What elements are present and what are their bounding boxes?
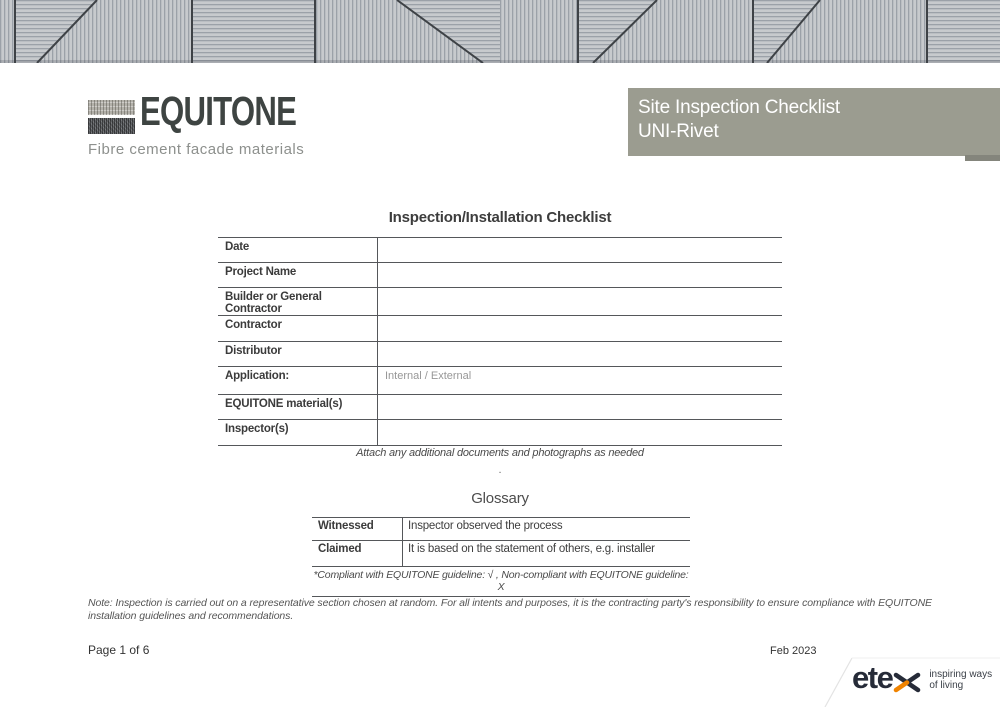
table-row: [312, 517, 690, 540]
table-row: [312, 540, 690, 566]
separator-dot: .: [498, 464, 502, 476]
table-row: [218, 287, 782, 315]
checklist-table: [218, 237, 782, 446]
logo-block-dark: [88, 118, 135, 134]
row-value-cell: [378, 395, 782, 419]
attachments-note: Attach any additional documents and photographs as needed: [356, 447, 644, 459]
glossary-definition: It is based on the statement of others, e.g. installer: [408, 543, 655, 555]
title-box-accent-tab: [965, 155, 1000, 161]
glossary-heading: Glossary: [471, 490, 529, 507]
table-row: [218, 341, 782, 366]
brand-tagline: Fibre cement facade materials: [88, 141, 305, 158]
row-label: Project Name: [218, 263, 378, 287]
etex-logo: [852, 660, 993, 695]
row-value-cell: [378, 342, 782, 366]
table-row: [218, 419, 782, 445]
facade-pattern: [0, 0, 1000, 63]
glossary-definition: Inspector observed the process: [408, 520, 563, 532]
row-label: Distributor: [218, 342, 378, 366]
page-number: Page 1 of 6: [88, 643, 150, 657]
equitone-logo-blocks-icon: [88, 100, 135, 134]
etex-tagline-line2: of living: [929, 680, 964, 691]
table-row: [218, 315, 782, 341]
table-row: [218, 262, 782, 287]
table-row: [218, 237, 782, 262]
row-label: Application:: [218, 367, 378, 394]
row-value-cell: [378, 288, 782, 315]
checklist-heading: Inspection/Installation Checklist: [388, 209, 612, 226]
row-label: Contractor: [218, 316, 378, 341]
document-title-box: [628, 88, 1000, 156]
row-label: EQUITONE material(s): [218, 395, 378, 419]
row-label: Builder or General Contractor: [218, 288, 378, 315]
logo-block-light: [88, 100, 135, 115]
document-date: Feb 2023: [770, 645, 817, 657]
brand-wordmark: EQUITONE: [140, 88, 297, 134]
glossary-table: [312, 517, 690, 597]
compliance-legend: *Compliant with EQUITONE guideline: √ , Non-compliant with EQUITONE guideline: X: [312, 566, 690, 596]
glossary-term: Claimed: [312, 541, 403, 566]
row-value-cell: Internal / External: [385, 370, 472, 382]
document-title-line1: Site Inspection Checklist: [638, 97, 840, 118]
table-row: [218, 366, 782, 394]
etex-tagline-line1: inspiring ways: [929, 669, 993, 680]
row-value-cell: [378, 420, 782, 445]
row-label: Date: [218, 238, 378, 262]
table-row: [218, 394, 782, 419]
document-title-line2: UNI-Rivet: [638, 121, 719, 142]
etex-tagline: [929, 669, 992, 691]
row-value-cell: [378, 316, 782, 341]
row-value-cell: [378, 263, 782, 287]
disclaimer-note: Note: Inspection is carried out on a representative section chosen at random. For all intents and purposes, it is the contracting party's responsibility to ensure compliance with EQUITONE installation guidelines and recommendations.: [88, 597, 932, 622]
glossary-term: Witnessed: [312, 518, 403, 540]
row-label: Inspector(s): [218, 420, 378, 445]
etex-wordmark: ete: [852, 660, 893, 695]
facade-banner-image: [0, 0, 1000, 63]
etex-x-icon: [893, 672, 921, 693]
row-value-cell: [378, 238, 782, 262]
